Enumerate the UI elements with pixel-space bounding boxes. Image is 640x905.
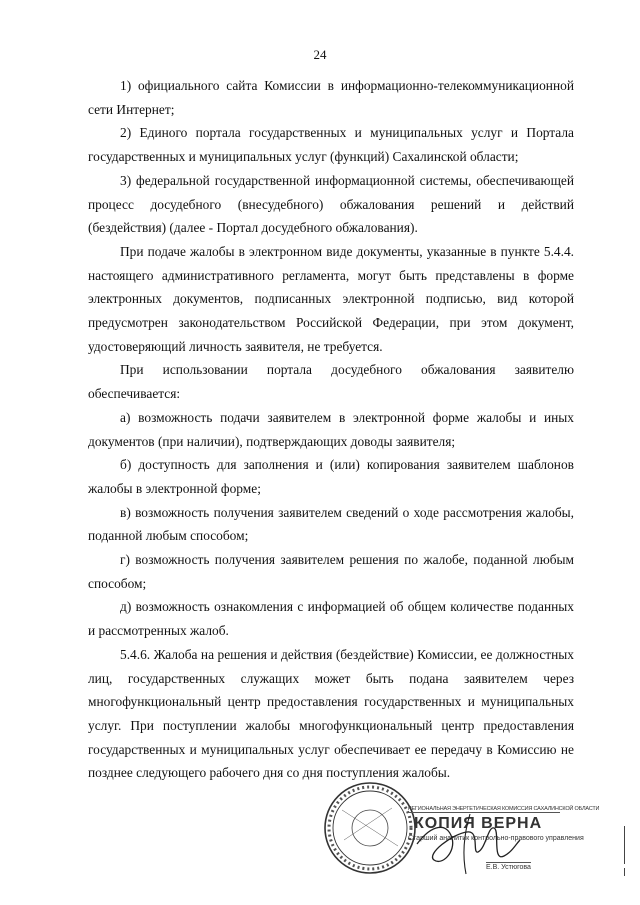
- list-item-d: г) возможность получения заявителем решения по жалобе, поданной любым способом;: [88, 552, 574, 591]
- paragraph-portal-provides: При использовании портала досудебного обжалования заявителю обеспечивается:: [88, 362, 574, 402]
- list-item-e: д) возможность ознакомления с информацией об общем количестве поданных и рассмотренных жалоб.: [88, 599, 574, 639]
- stamp-position: Старший аналитик контрольно-правового управления: [408, 835, 584, 842]
- round-seal-icon: [322, 780, 418, 876]
- stamp-organization: РЕГИОНАЛЬНАЯ ЭНЕРГЕТИЧЕСКАЯ КОМИССИЯ САХАЛИНСКОЙ ОБЛАСТИ: [408, 806, 600, 812]
- document-body: [88, 74, 574, 785]
- paragraph-unified-portal: 2) Единого портала государственных и муниципальных услуг и Портала государственных и муниципальных услуг (функций) Сахалинской области;: [88, 125, 574, 165]
- stamp-title: КОПИЯ ВЕРНА: [414, 815, 543, 832]
- paragraph-5-4-6: 5.4.6. Жалоба на решения и действия (бездействие) Комиссии, ее должностных лиц, государственных служащих может быть подана заявителем через многофункциональный центр предоставления государственных и муниципальных услуг. При поступлении жалобы многофункциональный центр предоставления государственных и муниципальных услуг обеспечивает ее передачу в Комиссию не позднее следующего рабочего дня со дня поступления жалобы.: [88, 646, 574, 781]
- handwritten-signature-icon: [412, 804, 522, 878]
- edge-mark: [624, 868, 625, 876]
- list-item-c: в) возможность получения заявителем сведений о ходе рассмотрения жалобы, поданной любым способом;: [88, 504, 574, 544]
- paragraph-official-site: 1) официального сайта Комиссии в информационно-телекоммуникационной сети Интернет;: [88, 78, 574, 117]
- list-item-a: а) возможность подачи заявителем в электронной форме жалобы и иных документов (при наличии), подтверждающих доводы заявителя;: [88, 409, 574, 449]
- list-item-b: б) доступность для заполнения и (или) копирования заявителем шаблонов жалобы в электронной форме;: [88, 457, 574, 496]
- edge-mark: [624, 826, 625, 864]
- paragraph-electronic-submission: При подаче жалобы в электронном виде документы, указанные в пункте 5.4.4. настоящего административного регламента, могут быть представлены в форме электронных документов, подписанных электронной подписью, вид которой предусмотрен законодательством Российской Федерации, при этом документ, удостоверяющий личность заявителя, не требуется.: [88, 243, 574, 354]
- paragraph-federal-system: 3) федеральной государственной информационной системы, обеспечивающей процесс досудебного (внесудебного) обжалования решений и действий (бездействия) (далее - Портал досудебного обжалования).: [88, 172, 574, 236]
- stamp-signer-name: Е.В. Устюгова: [486, 864, 531, 871]
- page-number: 24: [313, 47, 327, 62]
